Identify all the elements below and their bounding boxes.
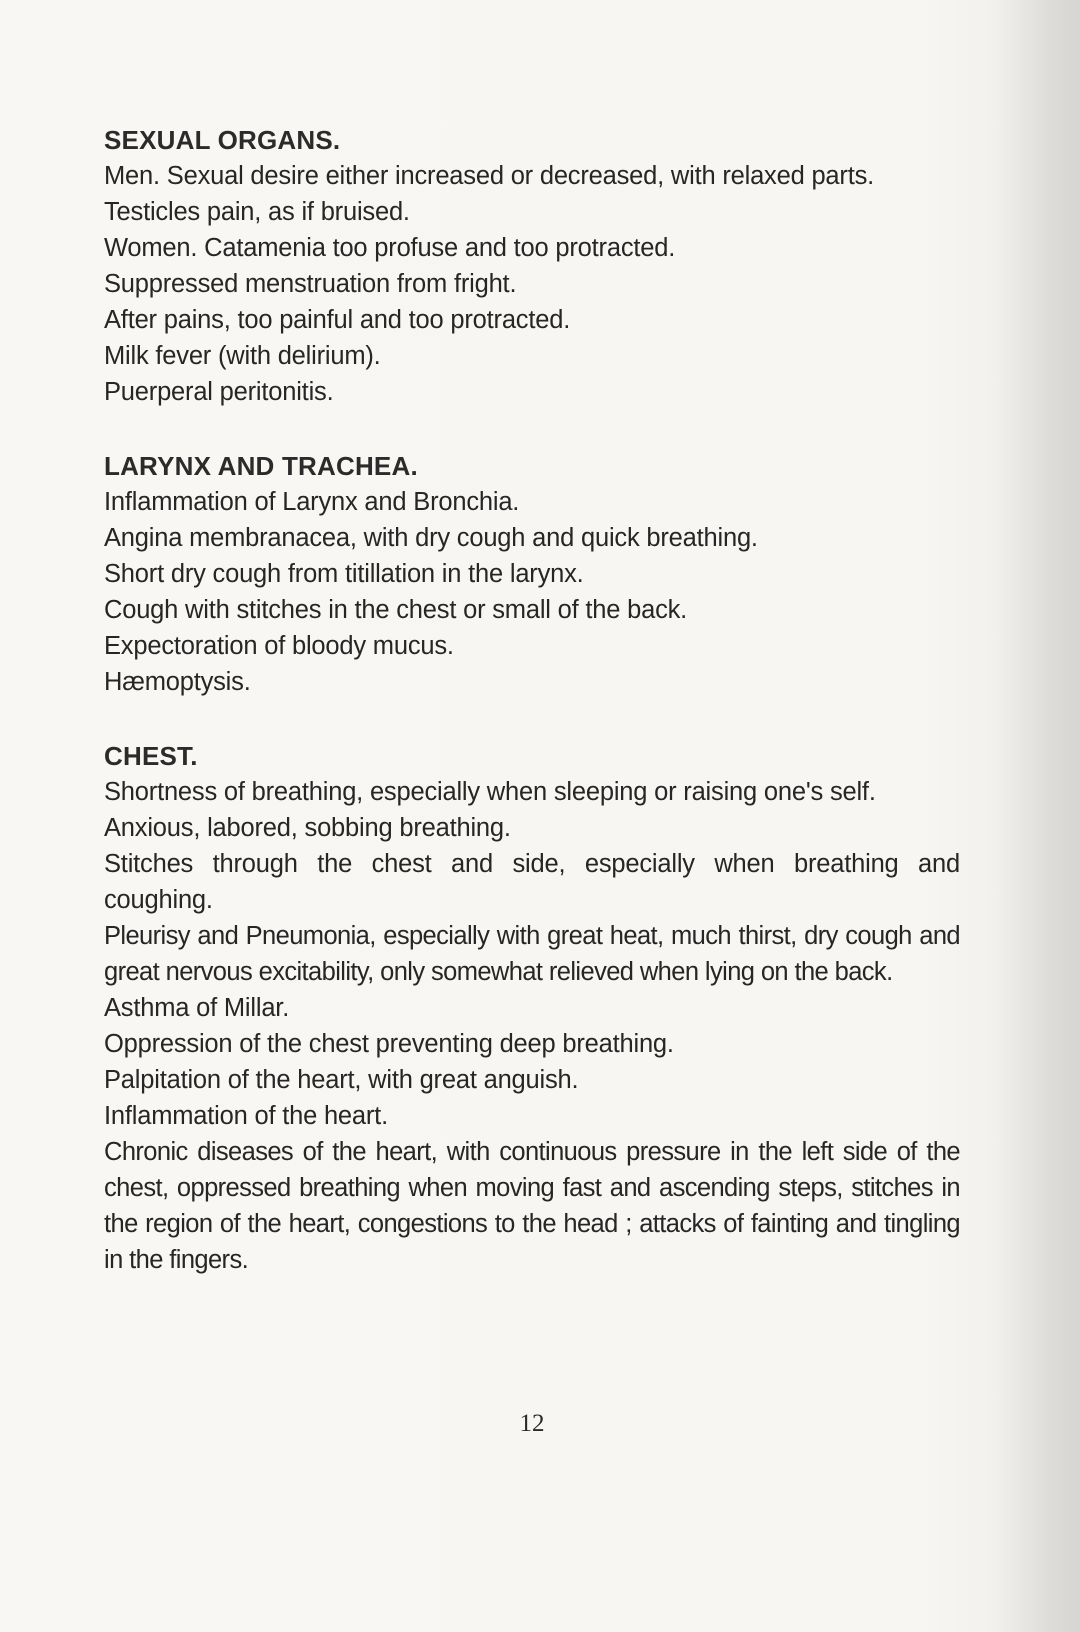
- symptom-entry: Inflammation of Larynx and Bronchia.: [104, 488, 520, 516]
- symptom-entry: Oppression of the chest preventing deep breathing.: [104, 1030, 674, 1058]
- symptom-entry: Milk fever (with delirium).: [104, 342, 381, 370]
- symptom-entry: Testicles pain, as if bruised.: [104, 198, 410, 226]
- symptom-entry: Expectoration of bloody mucus.: [104, 632, 454, 660]
- symptom-entry: Puerperal peritonitis.: [104, 378, 334, 406]
- symptom-entry: Hæmoptysis.: [104, 668, 251, 696]
- symptom-entry: Cough with stitches in the chest or small of the back.: [104, 596, 688, 624]
- section-heading: CHEST.: [104, 741, 198, 771]
- symptom-entry: Short dry cough from titillation in the larynx.: [104, 560, 584, 588]
- symptom-entry: Pleurisy and Pneumonia, especially with great heat, much thirst, dry cough and great nervous excitability, only somewhat relieved when lying on the back.: [104, 922, 960, 986]
- section-heading: SEXUAL ORGANS.: [104, 125, 341, 155]
- symptom-entry: After pains, too painful and too protracted.: [104, 306, 571, 334]
- page-text-block: [104, 120, 960, 1314]
- section-larynx-and-trachea: [104, 446, 960, 700]
- page-number: 12: [519, 1410, 545, 1437]
- symptom-entry: Asthma of Millar.: [104, 994, 290, 1022]
- symptom-entry: Angina membranacea, with dry cough and quick breathing.: [104, 524, 758, 552]
- section-chest: [104, 736, 960, 1278]
- symptom-entry: Shortness of breathing, especially when sleeping or raising one's self.: [104, 778, 876, 806]
- symptom-entry: Men. Sexual desire either increased or decreased, with relaxed parts.: [104, 162, 875, 190]
- symptom-entry: Palpitation of the heart, with great anguish.: [104, 1066, 579, 1094]
- section-sexual-organs: [104, 120, 960, 410]
- symptom-entry: Suppressed menstruation from fright.: [104, 270, 517, 298]
- symptom-entry: Inflammation of the heart.: [104, 1102, 388, 1130]
- page-gutter-shadow: [1032, 0, 1080, 1632]
- symptom-entry: Anxious, labored, sobbing breathing.: [104, 814, 511, 842]
- symptom-entry: Women. Catamenia too profuse and too protracted.: [104, 234, 676, 262]
- section-heading: LARYNX AND TRACHEA.: [104, 451, 418, 481]
- symptom-entry: Chronic diseases of the heart, with continuous pressure in the left side of the chest, oppressed breathing when moving fast and ascending steps, stitches in the region of the heart, congestions to the head ; attacks of fainting and tingling in the fingers.: [104, 1138, 960, 1274]
- symptom-entry: Stitches through the chest and side, especially when breathing and coughing.: [104, 850, 960, 914]
